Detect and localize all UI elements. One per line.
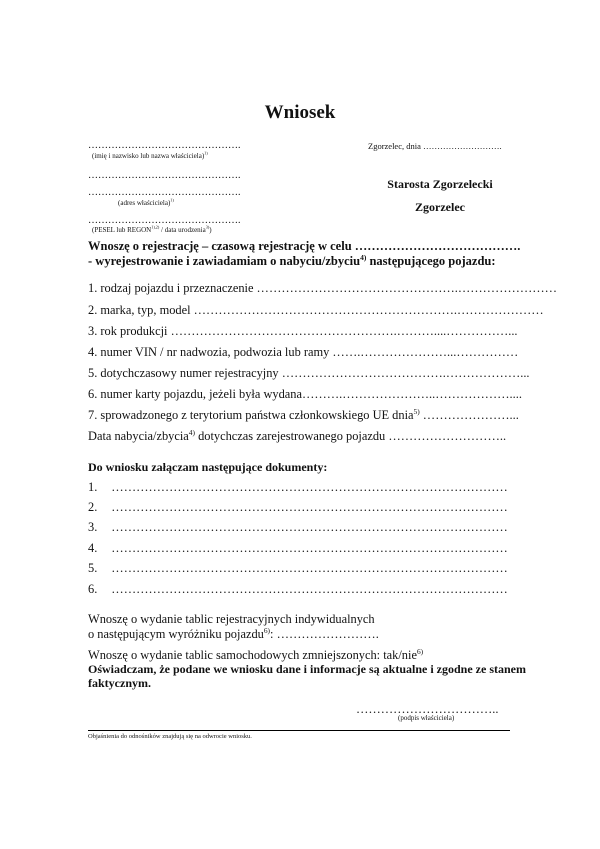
request-line-1: Wnoszę o rejestrację – czasową rejestrację w celu …………………………………. xyxy=(88,239,521,253)
attachment-item[interactable]: 4. …………………………………………………………………………………… xyxy=(88,541,508,555)
field-previous-registration[interactable]: 5. dotychczasowy numer rejestracyjny ………………………………….………………... xyxy=(88,366,530,380)
footnote: Objaśnienia do odnośników znajdują się na odwrocie wniosku. xyxy=(88,733,252,740)
applicant-name-caption: (imię i nazwisko lub nazwa właściciela)$^{1)}$ xyxy=(92,150,208,160)
field-vehicle-type[interactable]: 1. rodzaj pojazdu i przeznaczenie ………………………………………….…………………… xyxy=(88,281,558,295)
attachment-item[interactable]: 1. …………………………………………………………………………………… xyxy=(88,480,508,494)
field-vin[interactable]: 4. numer VIN / nr nadwozia, podwozia lub ramy …….…………………...…………… xyxy=(88,345,519,359)
field-production-year[interactable]: 3. rok produkcji ……………………………………………….………....……………... xyxy=(88,324,518,338)
page-title: Wniosek xyxy=(264,102,336,123)
applicant-address-field-1[interactable]: ………………………………………. xyxy=(88,170,241,181)
plates-request-line-1: Wnoszę o wydanie tablic rejestracyjnych indywidualnych xyxy=(88,612,375,626)
attachment-item[interactable]: 3. …………………………………………………………………………………… xyxy=(88,520,508,534)
declaration-line-2: faktycznym. xyxy=(88,676,151,690)
applicant-name-field[interactable]: ………………………………………. xyxy=(88,140,241,151)
attachments-heading: Do wniosku załączam następujące dokumenty: xyxy=(88,460,328,474)
signature-caption: (podpis właściciela) xyxy=(398,714,455,722)
applicant-address-field-2[interactable]: ………………………………………. xyxy=(88,187,241,198)
applicant-id-field[interactable]: ………………………………………. xyxy=(88,215,241,226)
request-line-2: - wyrejestrowanie i zawiadamiam o nabyciu/zbyciu$^{4)}$ następującego pojazdu: xyxy=(88,252,496,268)
declaration-line-1: Oświadczam, że podane we wniosku dane i informacje są aktualne i zgodne ze stanem xyxy=(88,662,526,676)
attachment-item[interactable]: 5. …………………………………………………………………………………… xyxy=(88,561,508,575)
footer-divider xyxy=(88,730,510,731)
field-vehicle-card[interactable]: 6. numer karty pojazdu, jeżeli była wydana……….…………………..……………….... xyxy=(88,387,522,401)
field-vehicle-make[interactable]: 2. marka, typ, model ……………………………………………………….………………… xyxy=(88,303,544,317)
attachment-item[interactable]: 2. …………………………………………………………………………………… xyxy=(88,500,508,514)
small-plates-request[interactable]: Wnoszę o wydanie tablic samochodowych zmniejszonych: tak/nie$^{6)}$ xyxy=(88,646,424,662)
office-name: Starosta Zgorzelecki xyxy=(387,177,493,191)
applicant-id-caption: (PESEL lub $REGON^{1),2)}$ / data urodzenia$^{3)}$) xyxy=(92,224,212,234)
signature-field[interactable]: …………………………….. xyxy=(356,702,499,716)
field-eu-import-date[interactable]: 7. sprowadzonego z terytorium państwa członkowskiego UE dnia$^{5)}$ …………………... xyxy=(88,406,519,422)
applicant-address-caption: (adres właściciela)$^{1)}$ xyxy=(118,197,174,207)
office-city: Zgorzelec xyxy=(415,200,465,214)
place-date-field[interactable]: Zgorzelec, dnia ………………………. xyxy=(368,141,502,151)
plates-request-line-2[interactable]: o następującym wyróżniku pojazdu$^{6)}$: ……………………. xyxy=(88,625,379,641)
attachment-item[interactable]: 6. …………………………………………………………………………………… xyxy=(88,582,508,596)
field-trade-date[interactable]: Data nabycia/zbycia$^{4)}$ dotychczas zarejestrowanego pojazdu ……………………….. xyxy=(88,427,507,443)
